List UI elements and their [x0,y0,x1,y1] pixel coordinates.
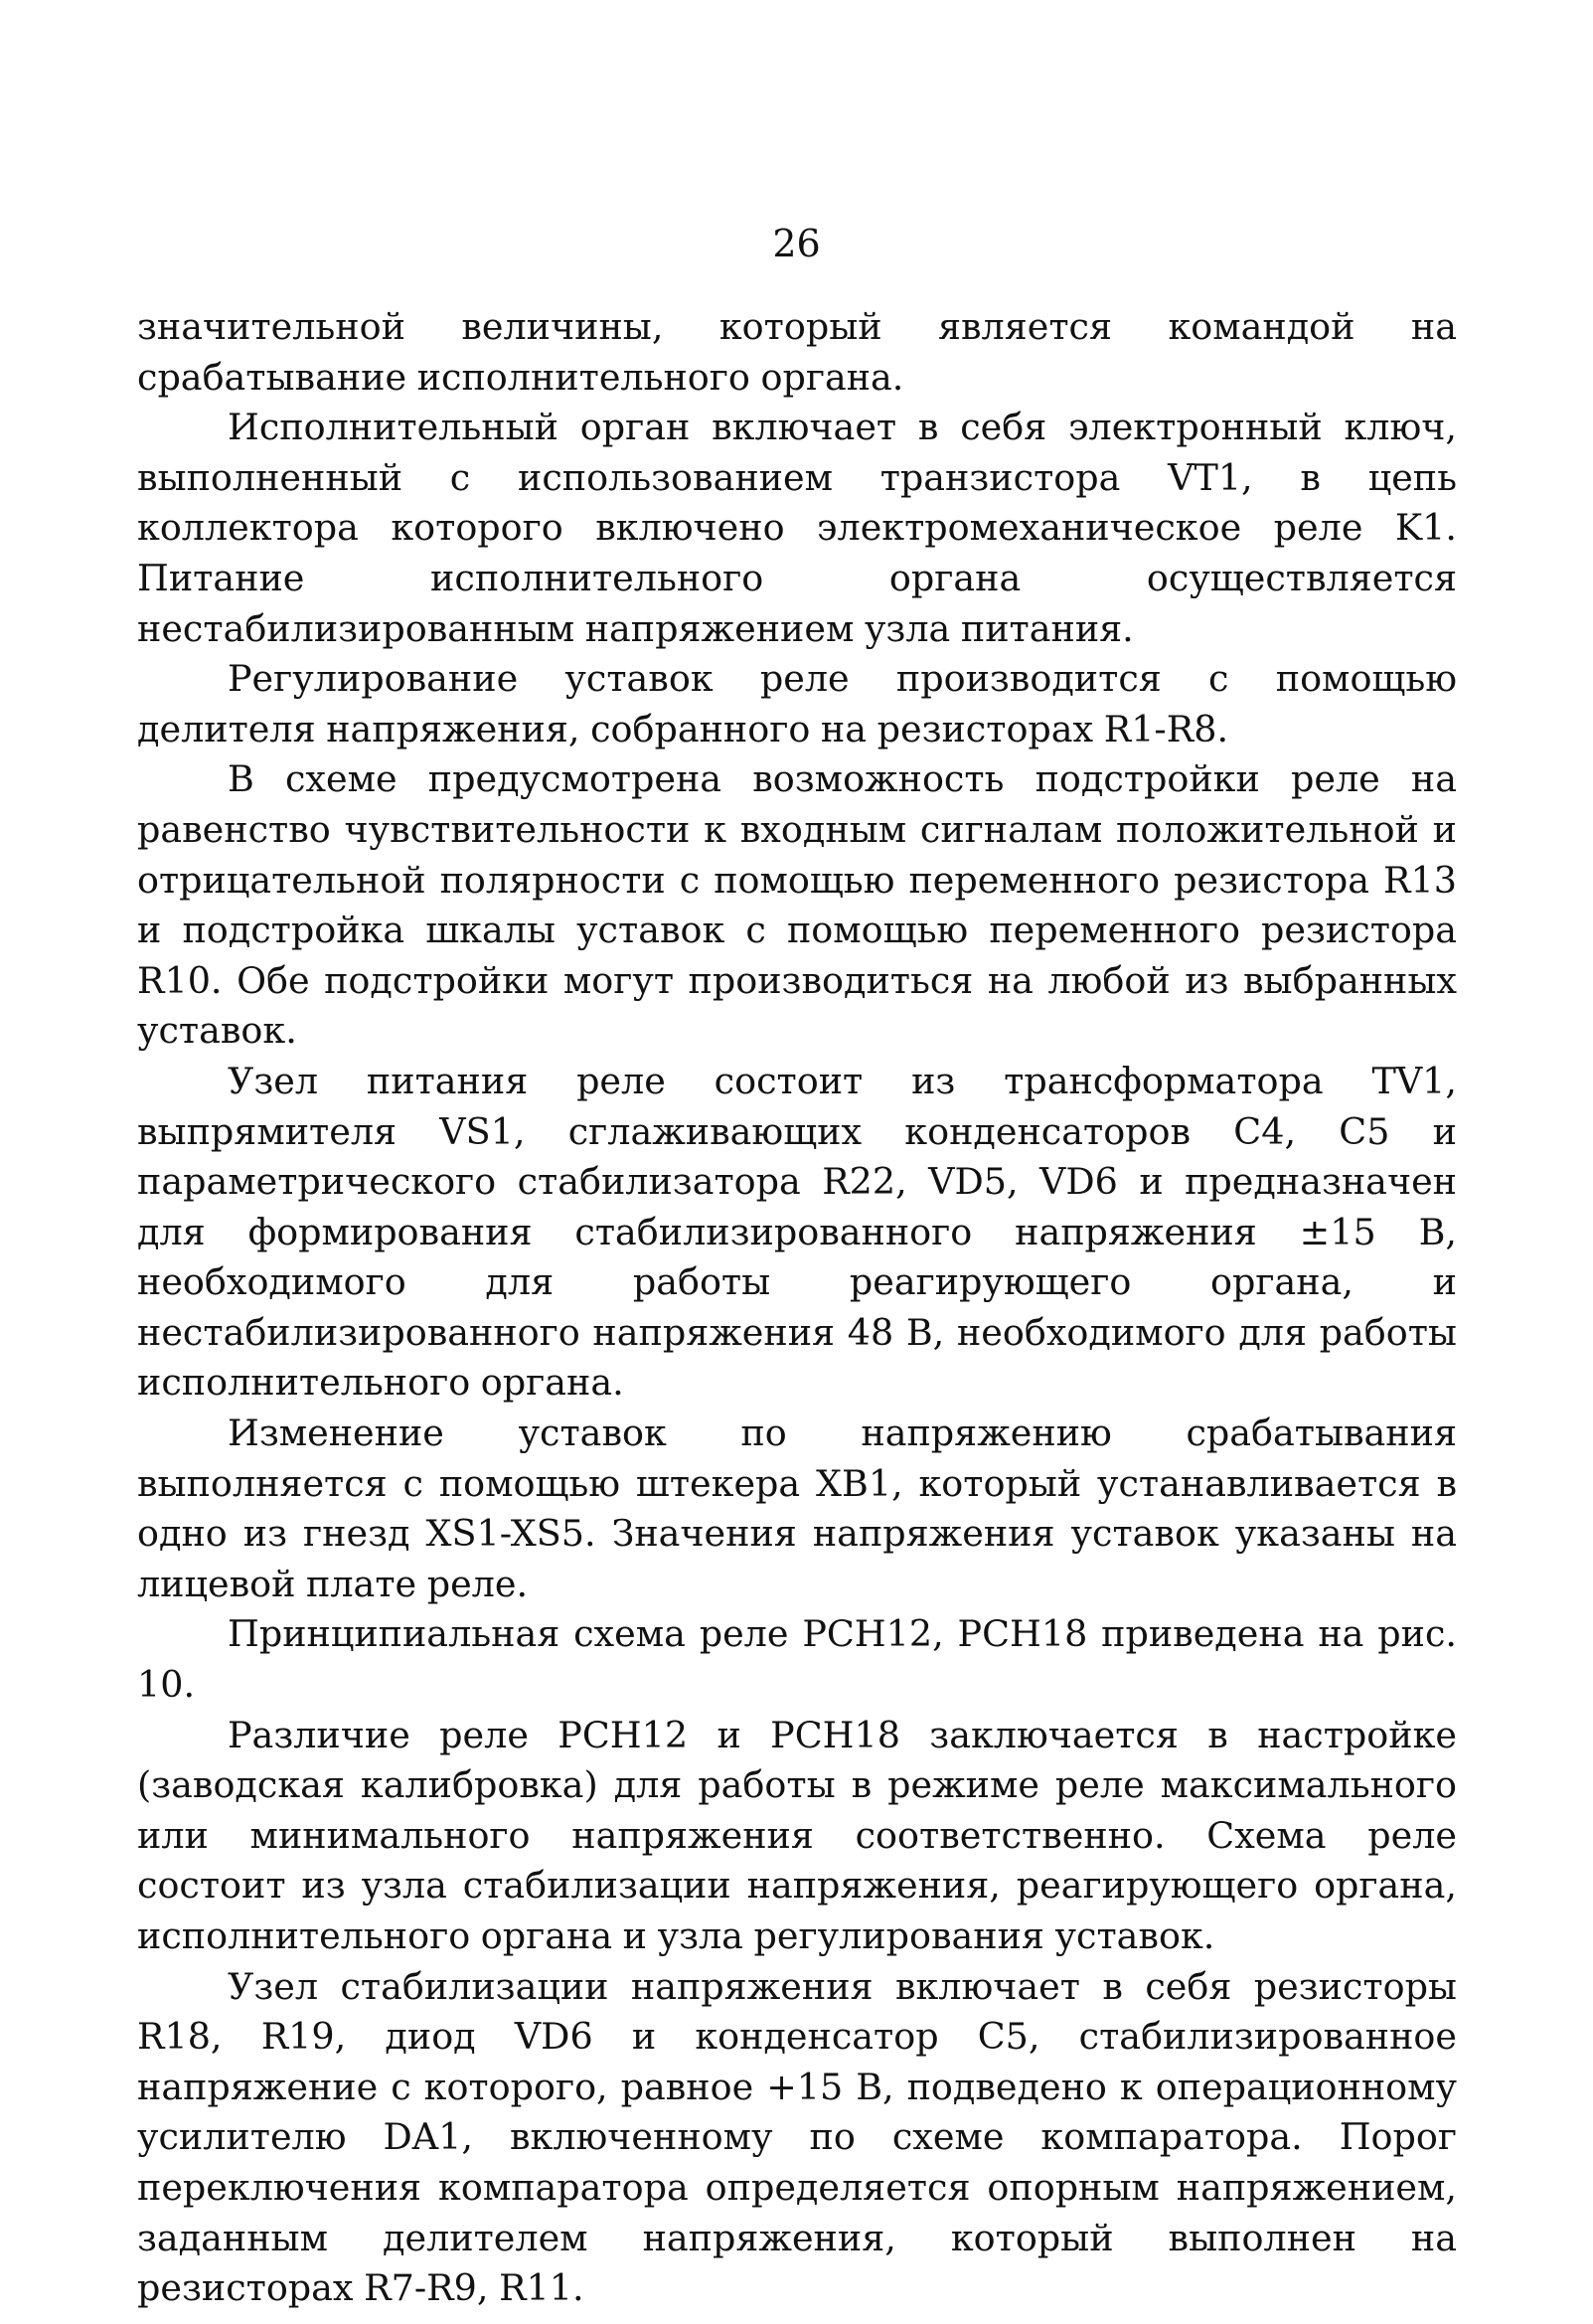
paragraph-relay-difference: Различие реле РСН12 и РСН18 заключается в настройке (заводская калибровка) для работы в режиме реле максимального или минимального напряжения соответственно. Схема реле состоит из узла стабилизации напряжения, реагирующего органа, исполнительного органа и узла регулирования уставок. [137,1713,1457,1957]
page-number: 26 [772,222,821,265]
paragraph-setting-regulation: Регулирование уставок реле производится с помощью делителя напряжения, собранного на резисторах R1-R8. [137,657,1457,750]
paragraph-executive-organ: Исполнительный орган включает в себя электронный ключ, выполненный с использованием транзистора VT1, в цепь коллектора которого включено электромеханическое реле K1. Питание исполнительного органа осуществляется нестабилизированным напряжением узла питания. [137,406,1457,650]
paragraph-schematic-reference: Принципиальная схема реле РСН12, РСН18 приведена на рис. 10. [137,1612,1457,1707]
paragraph-power-unit: Узел питания реле состоит из трансформатора TV1, выпрямителя VS1, сглаживающих конденсаторов C4, C5 и параметрического стабилизатора R22, VD5, VD6 и предназначен для формирования стабилизированного напряжения ±15 В, необходимого для работы реагирующего органа, и нестабилизированного напряжения 48 В, необходимого для работы исполнительного органа. [137,1059,1457,1405]
paragraph-setting-change: Изменение уставок по напряжению срабатывания выполняется с помощью штекера XB1, который устанавливается в одно из гнезд XS1-XS5. Значения напряжения уставок указаны на лицевой плате реле. [137,1411,1457,1605]
body-text [137,302,1457,2314]
paragraph-continuation: значительной величины, который является командой на срабатывание исполнительного органа. [137,305,1457,399]
paragraph-sensitivity-adjustment: В схеме предусмотрена возможность подстройки реле на равенство чувствительности к входным сигналам положительной и отрицательной полярности с помощью переменного резистора R13 и подстройка шкалы уставок с помощью переменного резистора R10. Обе подстройки могут производиться на любой из выбранных уставок. [137,757,1457,1053]
paragraph-stabilization-unit: Узел стабилизации напряжения включает в себя резисторы R18, R19, диод VD6 и конденсатор C5, стабилизированное напряжение с которого, равное +15 В, подведено к операционному усилителю DA1, включенному по схеме компаратора. Порог переключения компаратора определяется опорным напряжением, заданным делителем напряжения, который выполнен на резисторах R7-R9, R11. [137,1964,1457,2310]
